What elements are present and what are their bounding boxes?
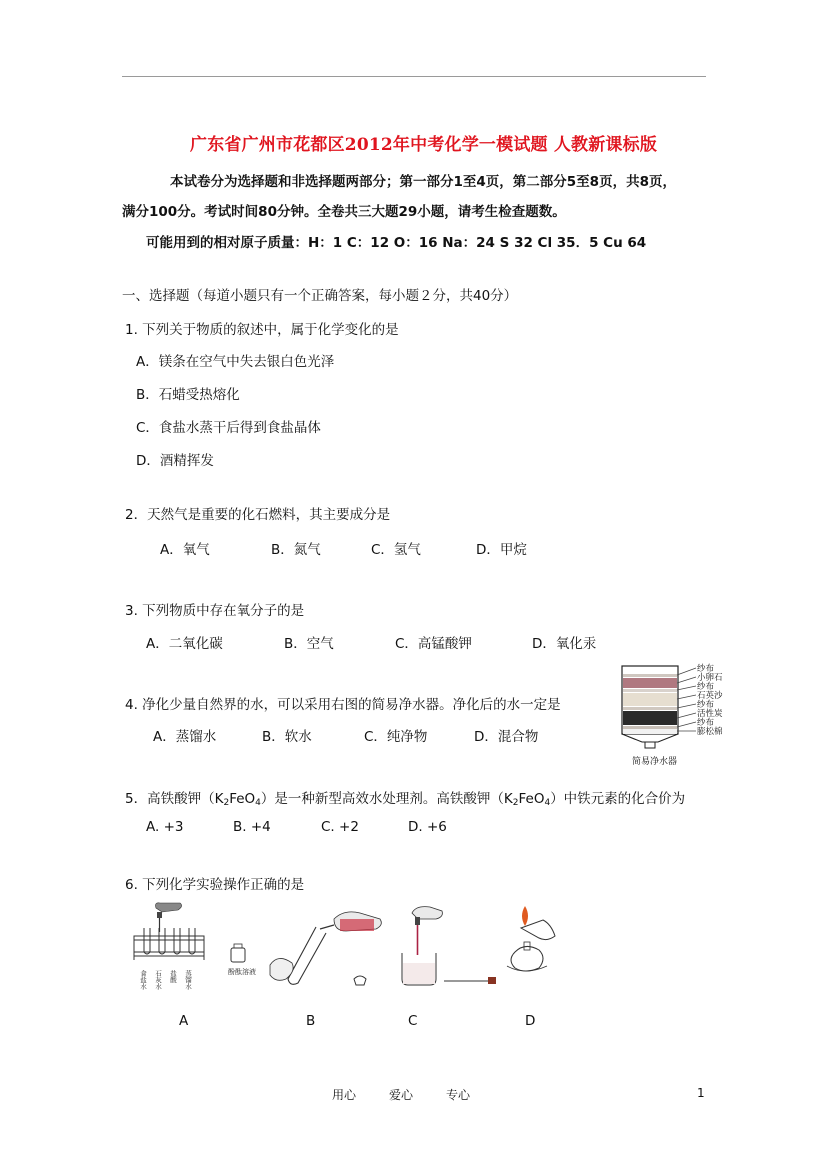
q5-option-b: B. +4 [233,819,271,835]
q2-option-d: D．甲烷 [476,542,527,558]
footer-motto-3: 专心 [446,1088,471,1102]
q1-stem: 1. 下列关于物质的叙述中，属于化学变化的是 [125,322,399,338]
q5-sub-4a: 4 [255,798,261,808]
bottle-label: 酚酞溶液 [228,968,256,976]
reagent-bottle [231,948,245,962]
q5-formula-a: FeO [229,791,256,807]
figure-a-test-tubes [130,902,265,1002]
filter-leader-lines [677,668,696,731]
dropper-bulb [415,917,420,925]
label-cotton: 膨松棉 [697,727,723,737]
q4-option-c: C．纯净物 [364,729,428,745]
figure-d-alcohol-lamp [495,902,570,982]
q3-option-b: B．空气 [284,636,334,652]
layer-gauze-4 [623,726,677,729]
q5-option-d: D. +6 [408,819,447,835]
section-heading: 一、选择题（每道小题只有一个正确答案，每小题２分，共40分） [122,288,518,304]
intro-line-2: 满分100分。考试时间80分钟。全卷共三大题29小题，请考生检查题数。 [122,204,566,220]
layer-pebbles [623,678,677,688]
figure-c-dropper [398,905,508,995]
q1-option-a: A．镁条在空气中失去银白色光泽 [136,354,335,370]
filter-outlet [645,742,655,748]
figure-letter-b: B [306,1013,316,1029]
label-gauze-3: 纱布 [697,700,715,710]
q5-sub-2b: 2 [512,798,519,808]
layer-gauze-2 [623,689,677,692]
q5-option-c: C. +2 [321,819,359,835]
bottle-stopper [354,976,366,985]
q1-option-b: B．石蜡受热熔化 [136,387,240,403]
tube-label-3: 盐酸 [169,970,177,983]
tube-label-2: 石灰水 [154,970,162,990]
q5-sub-2a: 2 [223,798,230,808]
q4-option-a: A．蒸馏水 [153,729,217,745]
q3-option-d: D．氧化汞 [532,636,597,652]
q3-stem: 3. 下列物质中存在氧分子的是 [125,603,305,619]
figure-letter-c: C [408,1013,418,1029]
page-number: 1 [697,1086,705,1100]
figure-letter-d: D [525,1013,536,1029]
reagent-bottle-label [340,919,374,931]
label-quartz-sand: 石英沙 [697,691,723,701]
dropper-bulb [157,912,162,918]
footer-motto-1: 用心 [332,1088,357,1102]
label-activated-carbon: 活性炭 [697,709,723,719]
filter-funnel [622,734,678,742]
q5-stem [125,787,685,808]
q5-stem-part3: ）中铁元素的化合价为 [550,791,686,807]
document-title: 广东省广州市花都区2012年中考化学一模试题 人教新课标版 [190,135,658,155]
label-gauze-2: 纱布 [697,682,715,692]
flame-icon [522,906,528,926]
q6-stem: 6. 下列化学实验操作正确的是 [125,877,305,893]
hand-icon [156,903,182,912]
q5-sub-4b: 4 [544,798,551,808]
test-tube-3 [174,928,180,954]
q1-option-c: C．食盐水蒸干后得到食盐晶体 [136,420,321,436]
q4-option-b: B．软水 [262,729,312,745]
figure-b-pouring [268,905,388,995]
test-tube-4 [189,928,195,954]
footer-motto-2: 爱心 [389,1088,414,1102]
figure-letter-a: A [179,1013,189,1029]
q5-stem-part1: 5．高铁酸钾（K [125,791,224,807]
label-gauze-4: 纱布 [697,718,715,728]
water-filter-figure [612,660,732,770]
layer-cotton [623,729,677,734]
bottle-mouth [320,925,334,929]
label-pebbles: 小卵石 [697,673,723,683]
q2-option-b: B．氮气 [271,542,321,558]
q2-option-a: A．氧气 [160,542,210,558]
q4-option-d: D．混合物 [474,729,539,745]
layer-gauze-1 [623,674,677,677]
q4-stem: 4. 净化少量自然界的水，可以采用右图的简易净水器。净化后的水一定是 [125,697,561,713]
layer-activated-carbon [623,711,677,725]
layer-gauze-3 [623,707,677,710]
atomic-mass-line: 可能用到的相对原子质量：H：1 C：12 O：16 Na：24 S 32 Cl 35．5 Cu 64 [146,235,647,251]
filter-caption: 简易净水器 [632,757,678,767]
q5-formula-b: FeO [518,791,545,807]
tube-label-1: 食盐水 [139,970,147,990]
header-rule [122,76,706,77]
intro-line-1: 本试卷分为选择题和非选择题两部分；第一部分1至4页，第二部分5至8页，共8页， [170,174,676,190]
q5-stem-part2: ）是一种新型高效水处理剂。高铁酸钾（K [260,791,513,807]
q5-option-a: A. +3 [146,819,184,835]
q2-option-c: C．氢气 [371,542,421,558]
q3-option-a: A．二氧化碳 [146,636,223,652]
lamp-base [507,966,547,971]
label-gauze-1: 纱布 [697,664,715,674]
test-tube [288,927,326,984]
q3-option-c: C．高锰酸钾 [395,636,472,652]
layer-quartz-sand [623,693,677,706]
test-tube-1 [144,928,150,954]
beaker-liquid [403,963,435,984]
q2-stem: 2．天然气是重要的化石燃料，其主要成分是 [125,507,391,523]
tube-label-4: 蒸馏水 [184,970,192,990]
q1-option-d: D．酒精挥发 [136,453,214,469]
